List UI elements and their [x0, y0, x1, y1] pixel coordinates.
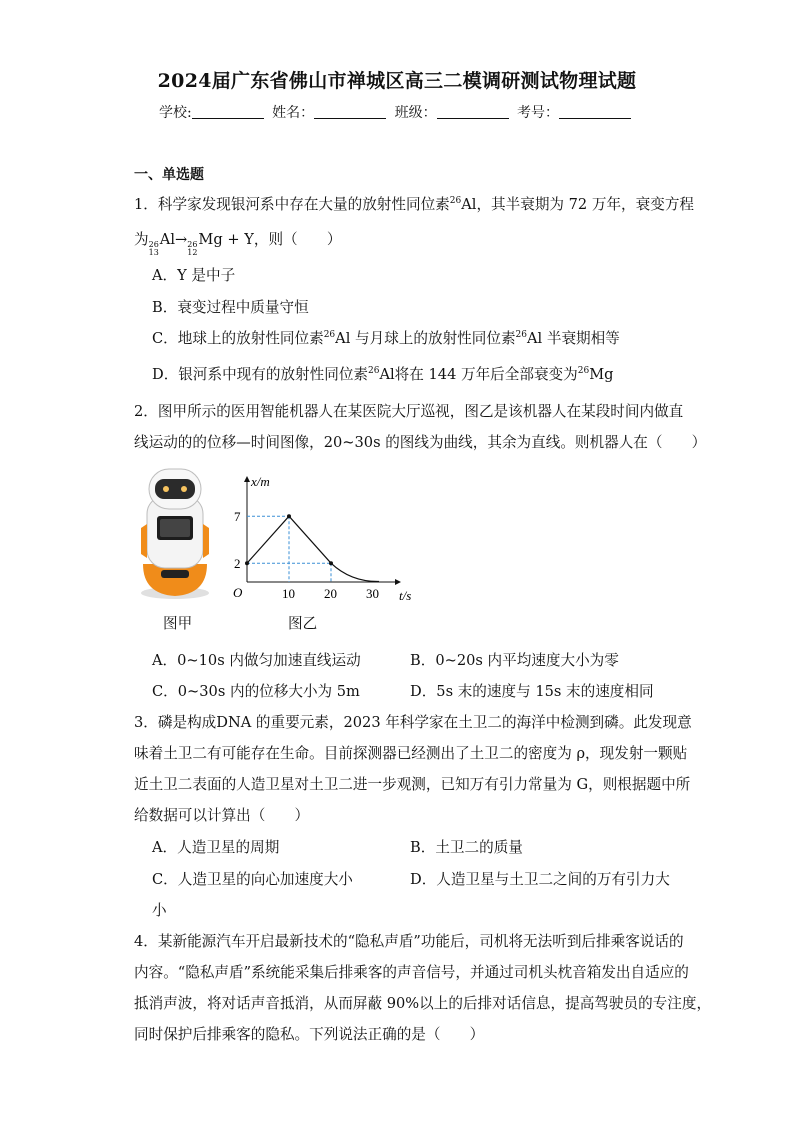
q2-option-b: B．0~20s 内平均速度大小为零: [410, 652, 619, 669]
q3-option-d-cont: 小: [152, 902, 167, 919]
name-label: 姓名：: [272, 105, 315, 121]
q1-eq-rest: Mg + Y，则（ ）: [198, 231, 342, 248]
q1-line1: [134, 193, 694, 214]
x-axis-arrow: [395, 579, 401, 585]
q4-line4: 同时保护后排乘客的隐私。下列说法正确的是（ ）: [134, 1026, 485, 1043]
origin-label: O: [233, 585, 243, 600]
q3-option-a: A．人造卫星的周期: [152, 839, 280, 856]
data-point: [329, 561, 333, 565]
q3-option-b: B．土卫二的质量: [410, 839, 523, 856]
q1-line2: [134, 228, 341, 257]
x-axis-label: t/s: [399, 588, 412, 603]
q1-line2-prefix: 为: [134, 231, 149, 248]
q1-option-d: D．银河系中现有的放射性同位素$^{26}$Al将在 144 万年后全部衰变为$^{26}$Mg: [152, 366, 614, 383]
q3-line4: 给数据可以计算出（ ）: [134, 807, 310, 824]
y-axis-arrow: [244, 476, 250, 482]
caption-jia: 图甲: [163, 615, 193, 632]
class-blank: [437, 105, 509, 119]
data-point: [287, 514, 291, 518]
q1-text-b: ，其半衰期为 72 万年，衰变方程: [476, 196, 695, 213]
xt-chart: [225, 474, 412, 609]
mg-nuclide: 26 12: [187, 240, 198, 257]
q1-option-c: C．地球上的放射性同位素$^{26}$Al 与月球上的放射性同位素$^{26}$Al 半衰期相等: [152, 330, 620, 347]
section-heading: 一、单选题: [134, 167, 204, 183]
data-point: [245, 561, 249, 565]
q3-line2: 味着土卫二有可能存在生命。目前探测器已经测出了土卫二的密度为 ρ，现发射一颗贴: [134, 745, 688, 762]
q2-line2: 线运动的的位移—时间图像，20~30s 的图线为曲线，其余为直线。则机器人在（ ）: [134, 434, 707, 451]
name-blank: [314, 105, 386, 119]
x-tick-label: 30: [366, 586, 379, 601]
y-tick-label: 2: [234, 556, 241, 572]
robot-illustration: [135, 466, 215, 601]
number-blank: [559, 105, 631, 119]
x-tick-label: 20: [324, 586, 337, 601]
number-label: 考号：: [517, 105, 560, 121]
q2-option-a: A．0~10s 内做匀加速直线运动: [152, 652, 361, 669]
q3-option-c: C．人造卫星的向心加速度大小: [152, 871, 353, 888]
page-title: 2024届广东省佛山市禅城区高三二模调研测试物理试题: [157, 70, 637, 92]
y-axis-label: x/m: [251, 474, 270, 489]
q3-line3: 近土卫二表面的人造卫星对土卫二进一步观测，已知万有引力常量为 G，则根据题中所: [134, 776, 691, 793]
school-label: 学校:: [158, 105, 192, 121]
q4-line1: 4．某新能源汽车开启最新技术的“隐私声盾”功能后，司机将无法听到后排乘客说话的: [134, 933, 684, 950]
class-label: 班级：: [394, 105, 437, 121]
x-tick-label: 10: [282, 586, 295, 601]
school-blank: [192, 105, 264, 119]
q2-option-c: C．0~30s 内的位移大小为 5m: [152, 683, 360, 700]
series-curve: [331, 563, 379, 581]
q4-line3: 抵消声波，将对话声音抵消，从而屏蔽 90%以上的后排对话信息，提高驾驶员的专注度，: [134, 995, 712, 1012]
q1-text-a: 1．科学家发现银河系中存在大量的放射性同位素: [134, 196, 450, 213]
caption-yi: 图乙: [288, 615, 318, 632]
q4-line2: 内容。“隐私声盾”系统能采集后排乘客的声音信号，并通过司机头枕音箱发出自适应的: [134, 964, 689, 981]
student-info-row: [0, 102, 794, 122]
q3-line1: 3．磷是构成DNA 的重要元素，2023 年科学家在土卫二的海洋中检测到磷。此发现意: [134, 714, 692, 731]
q1-option-b: B．衰变过程中质量守恒: [152, 299, 309, 316]
q1-element: Al: [461, 196, 477, 213]
q3-option-d: D．人造卫星与土卫二之间的万有引力大: [410, 871, 670, 888]
q1-mass-sup: 26: [449, 196, 462, 206]
q1-eq-arrow: Al→: [159, 231, 188, 248]
q1-option-a: A．Y 是中子: [152, 267, 236, 284]
q2-line1: 2．图甲所示的医用智能机器人在某医院大厅巡视，图乙是该机器人在某段时间内做直: [134, 403, 684, 420]
q2-option-d: D．5s 末的速度与 15s 末的速度相同: [410, 683, 654, 700]
y-tick-label: 7: [234, 509, 241, 525]
q2-figures: [130, 466, 410, 636]
al-nuclide: 26 13: [148, 240, 159, 257]
